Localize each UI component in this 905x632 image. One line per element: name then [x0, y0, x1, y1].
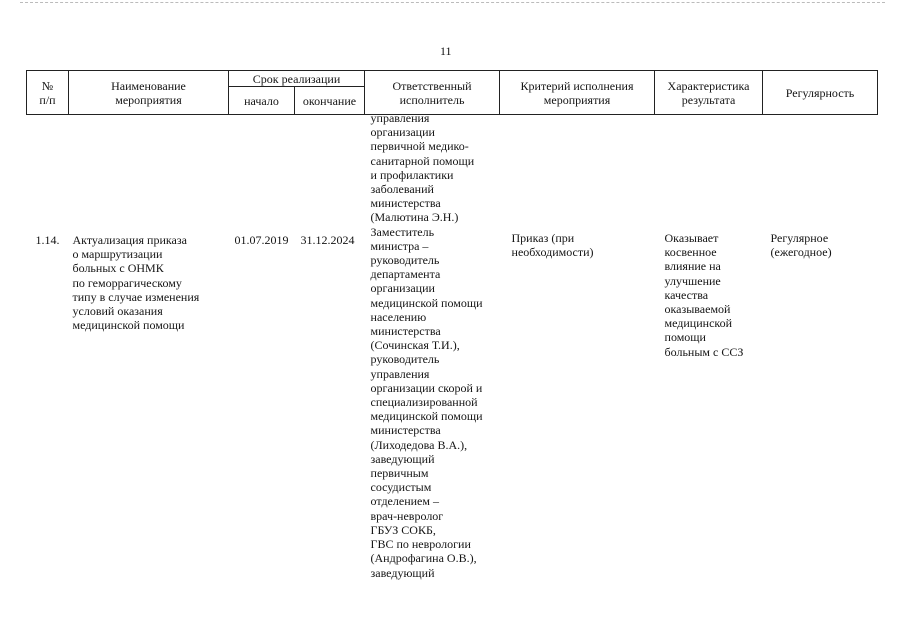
row-criterion: Приказ (при необходимости) [511, 231, 594, 260]
plan-table [26, 70, 878, 580]
header-characteristic: Характеристика результата [655, 71, 763, 115]
row-responsible: управления организации первичной медико- санитарной помощи и профилактики заболеваний министерства (Малютина Э.Н.) Заместитель министра – руководитель департамента организации медицинской помощи населению министерства (Сочинская Т.И.), руководитель управления организации скорой и специализированной медицинской помощи министерства (Лиходедова В.А.), заведующий первичным сосудистым отделением – врач-невролог ГБУЗ СОКБ, ГВС по неврологии (Андрофагина О.В.), заведующий [370, 111, 483, 580]
row-num: 1.14. [35, 233, 60, 247]
header-term-group: Срок реализации [229, 71, 365, 87]
header-end: окончание [295, 87, 365, 115]
row-regularity: Регулярное (ежегодное) [770, 231, 832, 260]
row-name: Актуализация приказа о маршрутизации больных с ОНМК по геморрагическому типу в случае изменения условий оказания медицинской помощи [72, 233, 200, 333]
page-number: 11 [440, 44, 452, 58]
scan-artifact-line [20, 2, 885, 4]
header-num: № п/п [27, 71, 69, 115]
row-end: 31.12.2024 [300, 233, 355, 247]
header-name: Наименование мероприятия [69, 71, 229, 115]
header-criterion: Критерий исполнения мероприятия [500, 71, 655, 115]
row-start: 01.07.2019 [234, 233, 289, 247]
row-characteristic: Оказывает косвенное влияние на улучшение качества оказываемой медицинской помощи больным с ССЗ [664, 231, 744, 359]
header-regularity: Регулярность [763, 71, 878, 115]
header-responsible: Ответственный исполнитель [365, 71, 500, 115]
table-row [27, 115, 878, 580]
header-start: начало [229, 87, 295, 115]
